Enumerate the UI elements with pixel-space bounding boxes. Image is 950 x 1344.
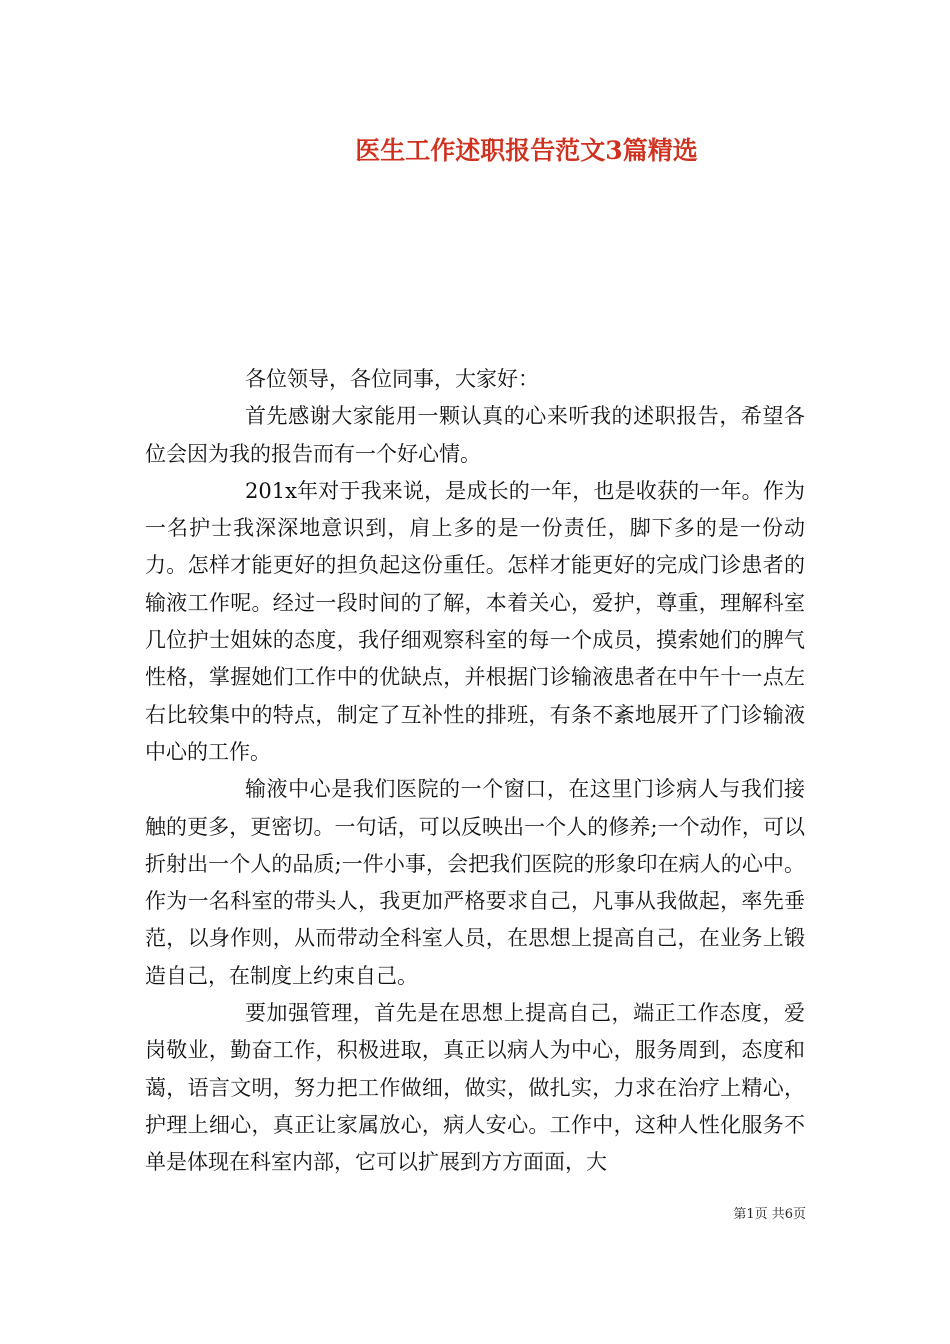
- paragraph-4: 要加强管理，首先是在思想上提高自己，端正工作态度，爱岗敬业，勤奋工作，积极进取，真正以病人为中心，服务周到，态度和蔼，语言文明，努力把工作做细，做实，做扎实，力求在治疗上精心，护理上细心，真正让家属放心，病人安心。工作中，这种人性化服务不单是体现在科室内部，它可以扩展到方方面面，大: [145, 1001, 805, 1175]
- paragraph-1: 首先感谢大家能用一颗认真的心来听我的述职报告，希望各位会因为我的报告而有一个好心情。: [145, 404, 805, 466]
- page-title: 医生工作述职报告范文3篇精选: [355, 136, 698, 165]
- paragraph-3: 输液中心是我们医院的一个窗口，在这里门诊病人与我们接触的更多，更密切。一句话，可以反映出一个人的修养;一个动作，可以折射出一个人的品质;一件小事，会把我们医院的形象印在病人的心中。作为一名科室的带头人，我更加严格要求自己，凡事从我做起，率先垂范，以身作则，从而带动全科室人员，在思想上提高自己，在业务上锻造自己，在制度上约束自己。: [145, 777, 805, 988]
- page-number: 第1页 共6页: [733, 1207, 806, 1222]
- paragraph-2: 201x年对于我来说，是成长的一年，也是收获的一年。作为一名护士我深深地意识到，肩上多的是一份责任，脚下多的是一份动力。怎样才能更好的担负起这份重任。怎样才能更好的完成门诊患者的输液工作呢。经过一段时间的了解，本着关心，爱护，尊重，理解科室几位护士姐妹的态度，我仔细观察科室的每一个成员，摸索她们的脾气性格，掌握她们工作中的优缺点，并根据门诊输液患者在中午十一点左右比较集中的特点，制定了互补性的排班，有条不紊地展开了门诊输液中心的工作。: [145, 478, 805, 764]
- document-body: [145, 361, 805, 1182]
- paragraph-greeting: 各位领导，各位同事，大家好：: [245, 367, 539, 391]
